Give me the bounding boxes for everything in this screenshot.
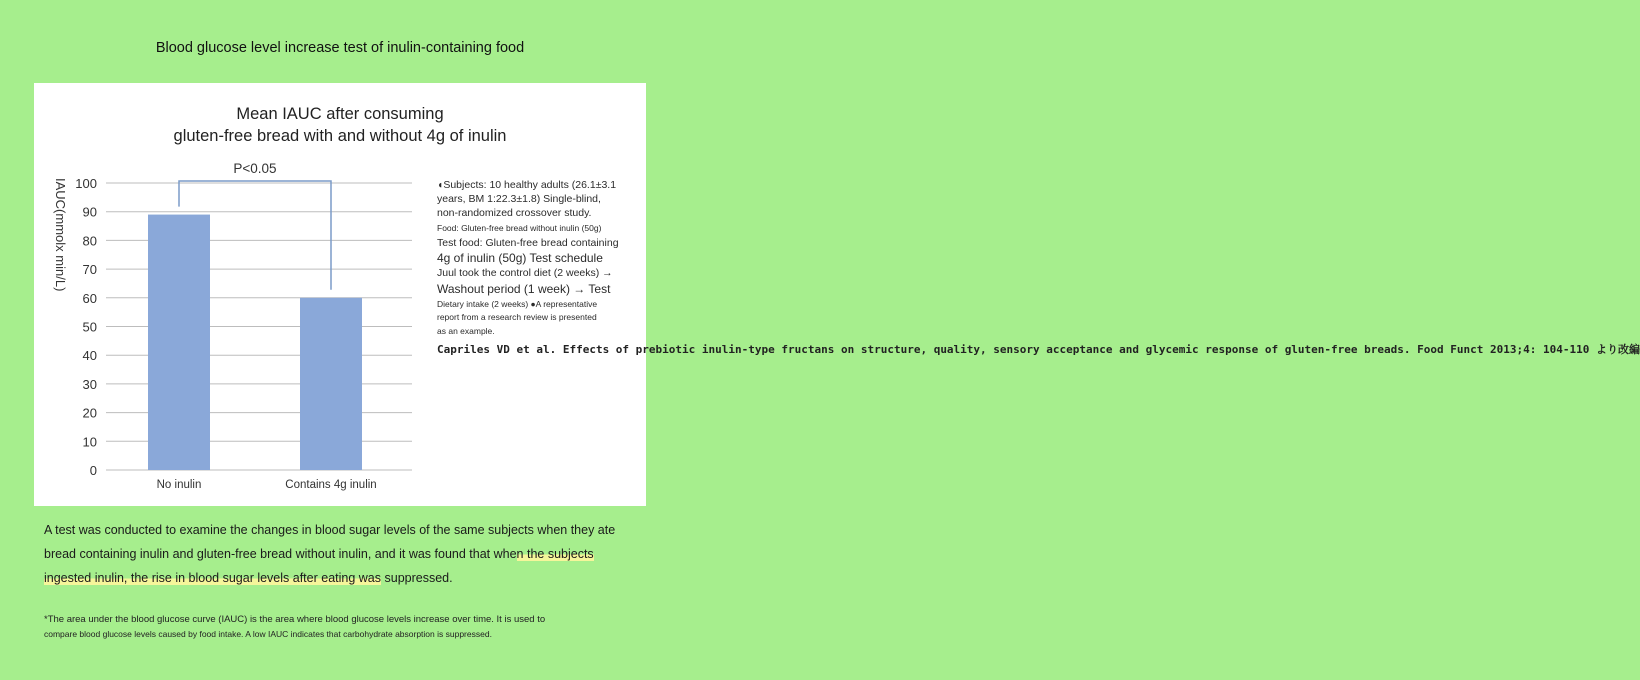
notes-line-7: Juul took the control diet (2 weeks) → (437, 267, 613, 280)
notes-line-1: ◖Subjects: 10 healthy adults (26.1±3.1 (437, 179, 617, 191)
y-tick-label: 20 (82, 405, 97, 421)
summary-part-1: A test was conducted to examine the changes in blood sugar levels of the same subjects when they ate bread containing inulin and gluten-free bread without inulin, and it was found that whe (44, 523, 616, 561)
significance-label: P<0.05 (233, 161, 277, 176)
y-tick-label: 100 (75, 176, 97, 191)
y-tick-label: 40 (82, 348, 97, 364)
notes-line-9: Dietary intake (2 weeks) ●A representative (437, 298, 598, 309)
notes-line-4: Food: Gluten-free bread without inulin (50g) (437, 222, 602, 233)
footnote (44, 612, 644, 642)
footnote-line-1: *The area under the blood glucose curve (IAUC) is the area where blood glucose levels increase over time. It is used to (44, 614, 546, 625)
chart-title-line2: gluten-free bread with and without 4g of inulin (173, 127, 507, 145)
y-tick-label: 80 (82, 233, 97, 249)
x-tick-label: Contains 4g inulin (285, 479, 377, 491)
y-tick-label: 10 (82, 434, 97, 450)
y-tick-label: 30 (82, 376, 97, 392)
notes-line-8: Washout period (1 week) → Test (437, 281, 611, 296)
chart-panel (34, 83, 1640, 506)
notes-line-11: as an example. (437, 325, 495, 336)
page-title: Blood glucose level increase test of inulin-containing food (155, 40, 525, 56)
notes-line-6: 4g of inulin (50g) Test schedule (437, 251, 603, 266)
y-tick-label: 70 (82, 262, 97, 278)
y-tick-label: 50 (82, 319, 97, 335)
study-notes (437, 178, 1640, 358)
x-tick-label: No inulin (156, 479, 202, 491)
chart-title-line1: Mean IAUC after consuming (236, 105, 444, 123)
y-tick-label: 90 (82, 204, 97, 220)
summary-part-3: suppressed. (381, 571, 453, 585)
summary-highlight: n the subjects ingested inulin, the rise in blood sugar levels after eating was (44, 547, 594, 585)
y-tick-label: 60 (82, 290, 97, 306)
bar (148, 215, 210, 470)
notes-line-2: years, BM 1:22.3±1.8) Single-blind, (437, 193, 601, 206)
notes-line-3: non-randomized crossover study. (437, 207, 592, 220)
bar (300, 298, 362, 470)
summary-paragraph (44, 518, 644, 590)
notes-line-5: Test food: Gluten-free bread containing (437, 236, 619, 249)
y-axis-title: IAUC(mmolx min/L) (53, 178, 68, 292)
notes-line-10: report from a research review is presented (437, 312, 597, 323)
footnote-line-2: compare blood glucose levels caused by food intake. A low IAUC indicates that carbohydrate absorption is suppressed. (44, 629, 492, 639)
reference-citation: Capriles VD et al. Effects of prebiotic inulin-type fructans on structure, quality, sensory acceptance and glycemic response of gluten-free breads. Food Funct 2013;4: 104-110 より改編 (437, 343, 1640, 357)
y-tick-label: 0 (89, 463, 97, 478)
